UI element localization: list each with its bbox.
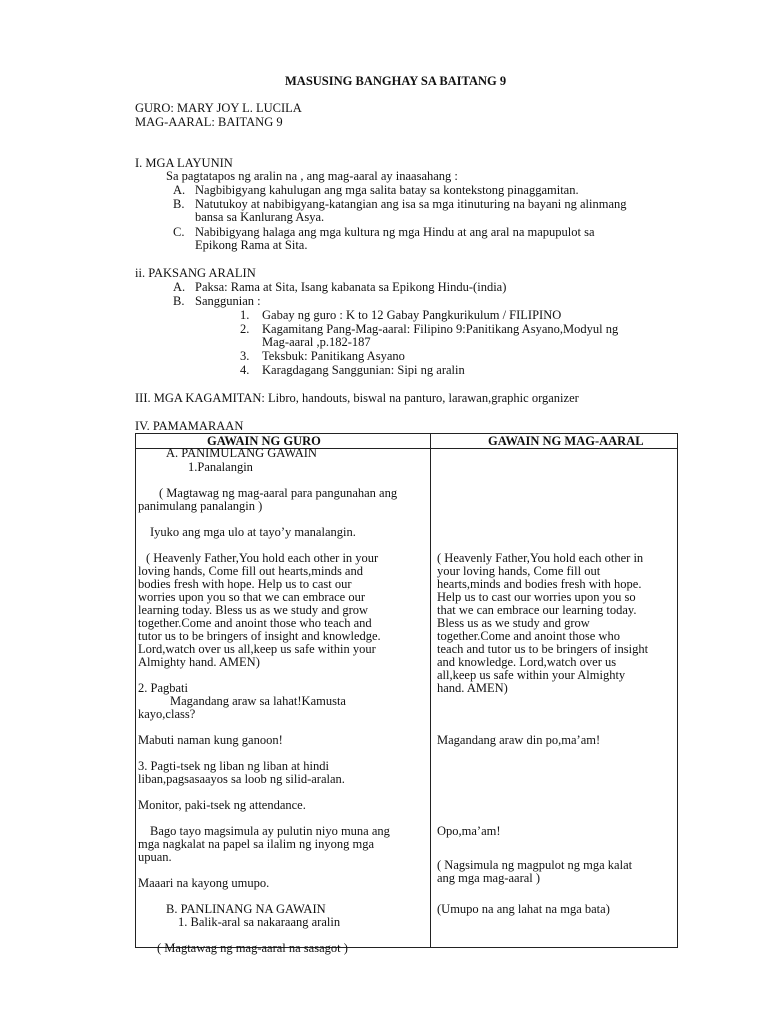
teacher-activity-line: bodies fresh with hope. Help us to cast our <box>138 577 352 591</box>
student-activity-line: together.Come and anoint those who <box>437 629 620 643</box>
table-header-teacher: GAWAIN NG GURO <box>207 434 321 448</box>
student-activity-line: your loving hands, Come fill out <box>437 564 601 578</box>
student-activity-line: Help us to cast our worries upon you so <box>437 590 636 604</box>
student-activity-line: Opo,ma’am! <box>437 824 501 838</box>
student-activity-line: teach and tutor us to be bringers of insight <box>437 642 649 656</box>
student-activity-line: Magandang araw din po,ma’am! <box>437 733 601 747</box>
subject-topic: Paksa: Rama at Sita, Isang kabanata sa Epikong Hindu-(india) <box>195 280 507 294</box>
teacher-activity-line: 3. Pagti-tsek ng liban ng liban at hindi <box>138 759 329 773</box>
reference-text: Karagdagang Sanggunian: Sipi ng aralin <box>262 363 465 377</box>
objectives-intro: Sa pagtatapos ng aralin na , ang mag-aaral ay inaasahang : <box>166 169 458 183</box>
objective-marker: C. <box>173 225 185 239</box>
teacher-activity-line: 1.Panalangin <box>188 460 253 474</box>
objective-marker: B. <box>173 197 185 211</box>
teacher-activity-line: ( Magtawag ng mag-aaral na sasagot ) <box>157 941 348 955</box>
teacher-activity-line: A. PANIMULANG GAWAIN <box>166 446 317 460</box>
teacher-activity-line: panimulang panalangin ) <box>138 499 263 513</box>
teacher-activity-line: learning today. Bless us as we study and grow <box>138 603 369 617</box>
teacher-activity-line: Almighty hand. AMEN) <box>138 655 260 669</box>
objective-text: Epikong Rama at Sita. <box>195 238 308 252</box>
reference-text: Gabay ng guro : K to 12 Gabay Pangkurikulum / FILIPINO <box>262 308 562 322</box>
procedure-table <box>135 433 678 955</box>
teacher-activity-line: Iyuko ang mga ulo at tayo’y manalangin. <box>150 525 356 539</box>
student-activity-line: all,keep us safe within your Almighty <box>437 668 626 682</box>
reference-marker: 1. <box>240 308 250 322</box>
section-heading-procedure: IV. PAMAMARAAN <box>135 419 244 433</box>
teacher-activity-line: Magandang araw sa lahat!Kamusta <box>170 694 346 708</box>
teacher-activity-line: together.Come and anoint those who teach and <box>138 616 372 630</box>
teacher-activity-line: liban,pagsasaayos sa loob ng silid-aralan. <box>138 772 345 786</box>
objective-text: bansa sa Kanlurang Asya. <box>195 210 325 224</box>
teacher-activity-line: B. PANLINANG NA GAWAIN <box>166 902 326 916</box>
teacher-name: GURO: MARY JOY L. LUCILA <box>135 101 302 115</box>
teacher-activity-line: Lord,watch over us all,keep us safe within your <box>138 642 376 656</box>
teacher-activity-line: ( Magtawag ng mag-aaral para pangunahan ang <box>159 486 398 500</box>
table-header-student: GAWAIN NG MAG-AARAL <box>488 434 644 448</box>
student-activity-line: ( Heavenly Father,You hold each other in <box>437 551 644 565</box>
document-title: MASUSING BANGHAY SA BAITANG 9 <box>285 74 507 88</box>
column-divider <box>430 434 431 947</box>
reference-marker: 4. <box>240 363 250 377</box>
reference-text: Teksbuk: Panitikang Asyano <box>262 349 405 363</box>
references-label: Sanggunian : <box>195 294 261 308</box>
objective-marker: A. <box>173 183 186 197</box>
reference-marker: 3. <box>240 349 250 363</box>
student-activity-line: and knowledge. Lord,watch over us <box>437 655 617 669</box>
student-activity-line: (Umupo na ang lahat na mga bata) <box>437 902 610 916</box>
student-activity-line: Bless us as we study and grow <box>437 616 590 630</box>
teacher-activity-line: Mabuti naman kung ganoon! <box>138 733 283 747</box>
student-grade: MAG-AARAL: BAITANG 9 <box>135 115 283 129</box>
student-activity-line: ( Nagsimula ng magpulot ng mga kalat <box>437 858 633 872</box>
teacher-activity-line: upuan. <box>138 850 172 864</box>
reference-text: Kagamitang Pang-Mag-aaral: Filipino 9:Panitikang Asyano,Modyul ng <box>262 322 619 336</box>
objective-text: Natutukoy at nabibigyang-katangian ang isa sa mga itinuturing na bayani ng alinmang <box>195 197 627 211</box>
objective-text: Nagbibigyang kahulugan ang mga salita batay sa kontekstong pinaggamitan. <box>195 183 579 197</box>
teacher-activity-line: loving hands, Come fill out hearts,minds and <box>138 564 363 578</box>
teacher-activity-line: worries upon you so that we can embrace our <box>138 590 366 604</box>
student-activity-line: that we can embrace our learning today. <box>437 603 637 617</box>
section-heading-subject: ii. PAKSANG ARALIN <box>135 266 256 280</box>
teacher-activity-line: mga nagkalat na papel sa ilalim ng inyong mga <box>138 837 375 851</box>
teacher-activity-line: ( Heavenly Father,You hold each other in your <box>146 551 379 565</box>
section-heading-materials: III. MGA KAGAMITAN: Libro, handouts, biswal na panturo, larawan,graphic organizer <box>135 391 579 405</box>
teacher-activity-line: Maaari na kayong umupo. <box>138 876 270 890</box>
teacher-activity-line: 2. Pagbati <box>138 681 188 695</box>
teacher-activity-line: Monitor, paki-tsek ng attendance. <box>138 798 306 812</box>
student-activity-line: hearts,minds and bodies fresh with hope. <box>437 577 642 591</box>
objective-text: Nabibigyang halaga ang mga kultura ng mga Hindu at ang aral na mapupulot sa <box>195 225 595 239</box>
student-activity-line: ang mga mag-aaral ) <box>437 871 541 885</box>
teacher-activity-line: 1. Balik-aral sa nakaraang aralin <box>178 915 341 929</box>
reference-text: Mag-aaral ,p.182-187 <box>262 335 371 349</box>
student-activity-line: hand. AMEN) <box>437 681 508 695</box>
section-heading-objectives: I. MGA LAYUNIN <box>135 156 233 170</box>
teacher-activity-line: tutor us to be bringers of insight and knowledge. <box>138 629 381 643</box>
teacher-activity-line: kayo,class? <box>138 707 196 721</box>
subject-marker: A. <box>173 280 186 294</box>
teacher-activity-line: Bago tayo magsimula ay pulutin niyo muna ang <box>150 824 390 838</box>
subject-marker: B. <box>173 294 185 308</box>
reference-marker: 2. <box>240 322 250 336</box>
